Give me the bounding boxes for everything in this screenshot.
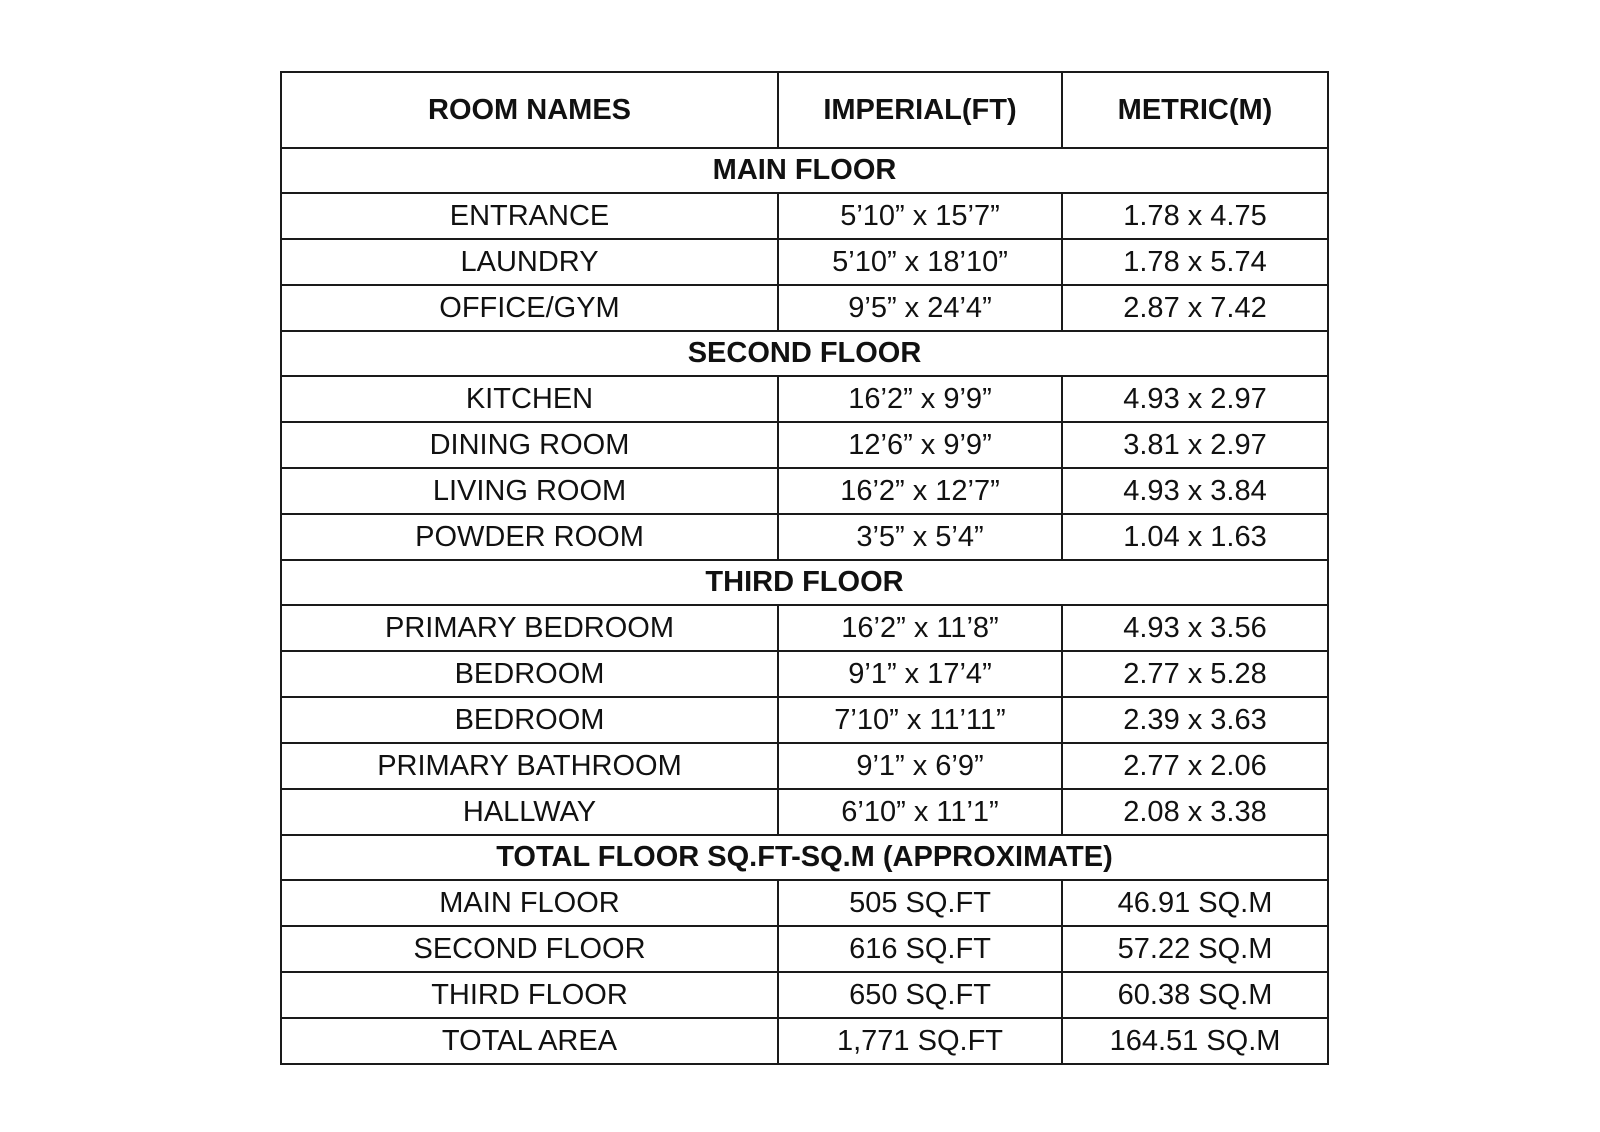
room-name-cell: PRIMARY BATHROOM [281,743,778,789]
metric-cell: 2.08 x 3.38 [1062,789,1328,835]
imperial-cell: 9’5” x 24’4” [778,285,1062,331]
section-header-second-floor [281,331,1328,376]
metric-cell: 4.93 x 3.56 [1062,605,1328,651]
room-name-cell: OFFICE/GYM [281,285,778,331]
room-name-cell: DINING ROOM [281,422,778,468]
imperial-cell: 5’10” x 15’7” [778,193,1062,239]
imperial-cell: 7’10” x 11’11” [778,697,1062,743]
metric-cell: 4.93 x 3.84 [1062,468,1328,514]
table-row [281,789,1328,835]
header-imperial: IMPERIAL(FT) [778,72,1062,148]
table-row [281,926,1328,972]
section-title: THIRD FLOOR [281,560,1328,605]
metric-cell: 46.91 SQ.M [1062,880,1328,926]
imperial-cell: 16’2” x 11’8” [778,605,1062,651]
room-dimensions-table [280,71,1329,1065]
metric-cell: 2.77 x 5.28 [1062,651,1328,697]
imperial-cell: 1,771 SQ.FT [778,1018,1062,1064]
imperial-cell: 3’5” x 5’4” [778,514,1062,560]
room-name-cell: TOTAL AREA [281,1018,778,1064]
section-header-main-floor [281,148,1328,193]
table-row [281,605,1328,651]
table-row [281,239,1328,285]
section-title: TOTAL FLOOR SQ.FT-SQ.M (APPROXIMATE) [281,835,1328,880]
metric-cell: 164.51 SQ.M [1062,1018,1328,1064]
imperial-cell: 16’2” x 9’9” [778,376,1062,422]
table-body [281,148,1328,1064]
table-row [281,193,1328,239]
room-name-cell: LIVING ROOM [281,468,778,514]
section-header-third-floor [281,560,1328,605]
metric-cell: 2.87 x 7.42 [1062,285,1328,331]
table-row [281,651,1328,697]
imperial-cell: 6’10” x 11’1” [778,789,1062,835]
imperial-cell: 5’10” x 18’10” [778,239,1062,285]
table-row [281,285,1328,331]
metric-cell: 2.39 x 3.63 [1062,697,1328,743]
imperial-cell: 616 SQ.FT [778,926,1062,972]
room-name-cell: POWDER ROOM [281,514,778,560]
metric-cell: 3.81 x 2.97 [1062,422,1328,468]
table-row [281,514,1328,560]
imperial-cell: 9’1” x 6’9” [778,743,1062,789]
imperial-cell: 16’2” x 12’7” [778,468,1062,514]
table-row [281,376,1328,422]
table-row [281,972,1328,1018]
room-name-cell: THIRD FLOOR [281,972,778,1018]
table-row [281,1018,1328,1064]
metric-cell: 2.77 x 2.06 [1062,743,1328,789]
metric-cell: 1.78 x 5.74 [1062,239,1328,285]
room-name-cell: PRIMARY BEDROOM [281,605,778,651]
section-title: MAIN FLOOR [281,148,1328,193]
table-header-row [281,72,1328,148]
header-metric: METRIC(M) [1062,72,1328,148]
room-name-cell: MAIN FLOOR [281,880,778,926]
imperial-cell: 505 SQ.FT [778,880,1062,926]
imperial-cell: 12’6” x 9’9” [778,422,1062,468]
metric-cell: 57.22 SQ.M [1062,926,1328,972]
room-name-cell: LAUNDRY [281,239,778,285]
table-row [281,697,1328,743]
room-name-cell: BEDROOM [281,697,778,743]
table-row [281,422,1328,468]
metric-cell: 4.93 x 2.97 [1062,376,1328,422]
table-row [281,743,1328,789]
imperial-cell: 9’1” x 17’4” [778,651,1062,697]
table-row [281,468,1328,514]
section-header-total-floor-sq-ft-sq-m-approximate [281,835,1328,880]
room-name-cell: SECOND FLOOR [281,926,778,972]
imperial-cell: 650 SQ.FT [778,972,1062,1018]
metric-cell: 1.78 x 4.75 [1062,193,1328,239]
room-name-cell: BEDROOM [281,651,778,697]
header-room-names: ROOM NAMES [281,72,778,148]
room-name-cell: ENTRANCE [281,193,778,239]
metric-cell: 60.38 SQ.M [1062,972,1328,1018]
metric-cell: 1.04 x 1.63 [1062,514,1328,560]
room-name-cell: HALLWAY [281,789,778,835]
room-name-cell: KITCHEN [281,376,778,422]
section-title: SECOND FLOOR [281,331,1328,376]
table-row [281,880,1328,926]
